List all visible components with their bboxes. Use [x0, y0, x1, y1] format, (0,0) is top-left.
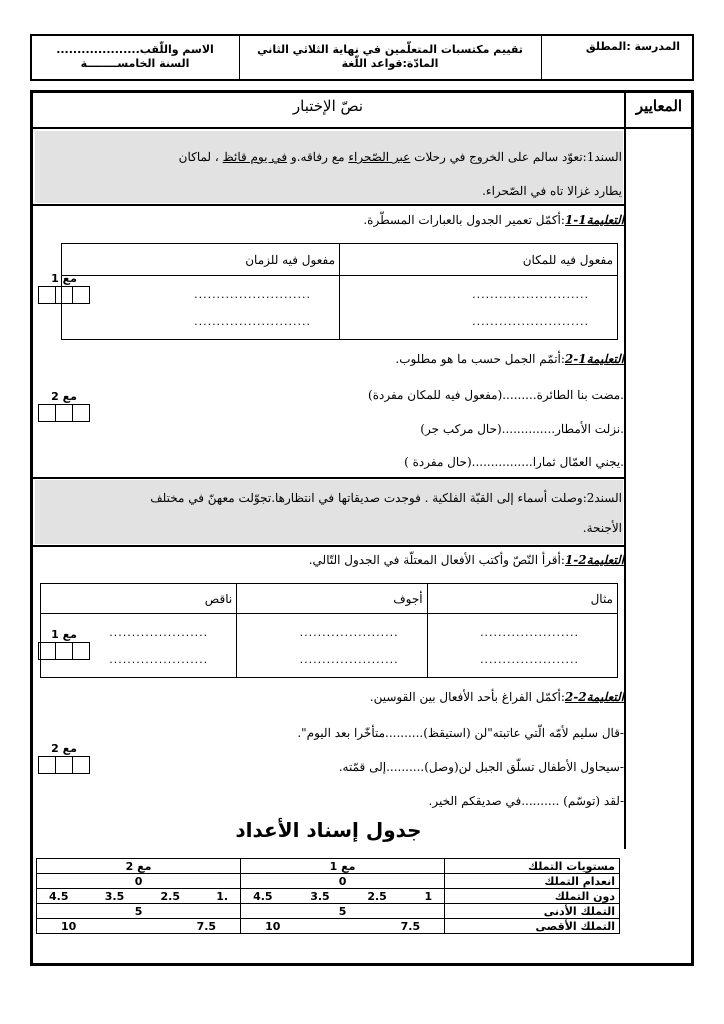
grading-head-m2: مع 2: [37, 859, 241, 874]
grading-value: 10: [265, 919, 281, 933]
grading-row-label: التملك الأدنى: [445, 904, 620, 919]
grading-row-label: دون التملك: [445, 889, 620, 904]
score-label: مع 2: [51, 390, 77, 403]
grading-values: [37, 889, 241, 904]
grading-value: 2.5: [367, 889, 387, 903]
grading-value: 0: [37, 874, 241, 889]
grading-value: 4.5: [253, 889, 273, 903]
task2-2-instruction: [370, 690, 624, 704]
task1-2-text: :أتمّم الجمل حسب ما هو مطلوب.: [395, 352, 565, 366]
task2-2-label: التعليمة2-2: [564, 690, 624, 704]
answer-dots: ..........................: [472, 287, 589, 301]
col-ajwaf-header: أجوف: [237, 584, 427, 614]
task2-2-sentence: -قال سليم لأمّه الّتي عاتبته"لن (استيقظ)..........متأخّرا بعد اليوم".: [297, 726, 624, 740]
grading-table: [36, 858, 620, 934]
grading-value: 4.5: [49, 889, 69, 903]
sanad2-label: السند2: [586, 491, 622, 505]
section-divider: [33, 477, 624, 479]
answer-dots: ..........................: [472, 314, 589, 328]
sanad1-line2: يطارد غزالا تاه في الصّحراء.: [482, 184, 622, 198]
col-mithal-header: مثال: [427, 584, 617, 614]
student-name-line: الاسم واللّقب....................: [56, 43, 214, 56]
answer-dots: ......................: [109, 652, 209, 666]
task2-2-sentence: -سيحاول الأطفال تسلّق الجبل لن(وصل)..........إلى قمّته.: [338, 760, 624, 774]
section-divider: [33, 204, 624, 206]
school-text: المدرسة :المطلق: [585, 40, 680, 53]
sanad1-part-b: مع رفاقه.و: [290, 150, 345, 164]
sanad2-text: [40, 483, 622, 543]
task1-1-text: :أكمّل تعمير الجدول بالعبارات المسطّرة.: [363, 213, 565, 227]
section-divider: [33, 545, 624, 547]
task2-2-text: :أكمّل الفراغ بأحد الأفعال بين القوسين.: [369, 690, 565, 704]
student-info: [34, 36, 236, 78]
criteria-heading: المعايير: [635, 97, 683, 115]
grading-value: 0: [241, 874, 445, 889]
answer-dots: ......................: [299, 625, 399, 639]
grading-value: 7.5: [196, 919, 217, 933]
grading-value: 2.5: [160, 889, 180, 903]
exam-title-line1: تقييم مكتسبات المتعلّمين في نهاية الثلاثي الثاني: [257, 43, 523, 56]
grading-values: [241, 889, 445, 904]
score-box-m2[interactable]: [38, 742, 90, 774]
score-box-m1[interactable]: [38, 628, 90, 660]
column-header-line: [33, 127, 691, 129]
underlined-time-phrase: في يوم قائظ: [222, 150, 288, 164]
header-divider: [239, 36, 240, 79]
grading-title: جدول إسناد الأعداد: [235, 818, 422, 842]
task2-1-text: :أقرأ النّصّ وأكتب الأفعال المعتلّة في الجدول التّالي.: [308, 553, 565, 567]
answer-dots: ..........................: [194, 287, 311, 301]
student-grade-line: السنة الخامســــــــة: [80, 57, 190, 70]
exam-title: [242, 36, 538, 78]
grading-values: [37, 919, 241, 934]
sanad1-text: [42, 140, 622, 208]
ajwaf-answer-cell[interactable]: [237, 614, 427, 678]
score-label: مع 1: [51, 628, 77, 641]
score-label: مع 2: [51, 742, 77, 755]
task1-1-instruction: [363, 213, 624, 227]
place-answer-cell[interactable]: [340, 276, 618, 340]
criteria-column-divider: [624, 93, 626, 849]
col-place-header: مفعول فيه للمكان: [340, 244, 618, 276]
score-label: مع 1: [51, 272, 77, 285]
header-divider: [541, 36, 542, 79]
task2-1-table: [40, 583, 618, 678]
task2-1-instruction: [309, 553, 624, 567]
task1-2-sentence: .يجني العمّال ثمارا................(حال مفردة ): [404, 455, 624, 469]
mithal-answer-cell[interactable]: [427, 614, 617, 678]
col-naqis-header: ناقص: [41, 584, 237, 614]
task1-2-label: التعليمة1-2: [564, 352, 624, 366]
answer-dots: ......................: [299, 652, 399, 666]
answer-dots: ..........................: [194, 314, 311, 328]
time-answer-cell[interactable]: [62, 276, 340, 340]
grading-value: 5: [241, 904, 445, 919]
task1-2-sentence: .مضت بنا الطائرة.........(مفعول فيه للمكان مفردة): [368, 388, 624, 402]
sanad1-part-a: :تعوّد سالم على الخروج في رحلات: [414, 150, 587, 164]
exam-title-line2: المادّة:قواعد اللّغة: [341, 57, 439, 70]
grading-value: .1: [216, 889, 229, 903]
school-label: [544, 36, 690, 58]
task1-2-sentence: .نزلت الأمطار..............(حال مركب جر): [420, 422, 624, 436]
grading-value: 7.5: [400, 919, 421, 933]
col-time-header: مفعول فيه للزمان: [62, 244, 340, 276]
score-box-m1[interactable]: [38, 272, 90, 304]
answer-dots: ......................: [480, 625, 579, 639]
sanad1-part-c: ، لماكان: [178, 150, 219, 164]
task1-2-instruction: [395, 352, 624, 366]
underlined-place-phrase: عبر الصّحراء: [348, 150, 411, 164]
answer-dots: ......................: [109, 625, 209, 639]
sanad2-line2: الأجنحة.: [582, 521, 622, 535]
grading-row-label: التملك الأقصى: [445, 919, 620, 934]
grading-value: 3.5: [104, 889, 125, 903]
grading-value: 1: [424, 889, 433, 903]
answer-dots: ......................: [480, 652, 579, 666]
task2-2-sentence: -لقد (توسّم) ..........في صديقكم الخير.: [428, 794, 624, 808]
grading-values: [241, 919, 445, 934]
sanad1-label: السند1: [586, 150, 622, 164]
grading-value: 10: [61, 919, 77, 933]
sanad2-part-a: :وصلت أسماء إلى القبّة الفلكية . فوجدت صديقاتها في انتظارها.تجوّلت معهنّ في مختلف: [150, 491, 587, 505]
grading-value: 5: [37, 904, 241, 919]
score-box-m2[interactable]: [38, 390, 90, 422]
task1-1-label: التعليمة1-1: [564, 213, 624, 227]
task1-1-table: [61, 243, 618, 340]
text-heading: نصّ الإختبار: [292, 97, 364, 115]
grading-row-label: انعدام التملك: [445, 874, 620, 889]
grading-head-m1: مع 1: [241, 859, 445, 874]
task2-1-label: التعليمة2-1: [564, 553, 624, 567]
grading-head-levels: مستويات التملك: [445, 859, 620, 874]
grading-value: 3.5: [310, 889, 330, 903]
